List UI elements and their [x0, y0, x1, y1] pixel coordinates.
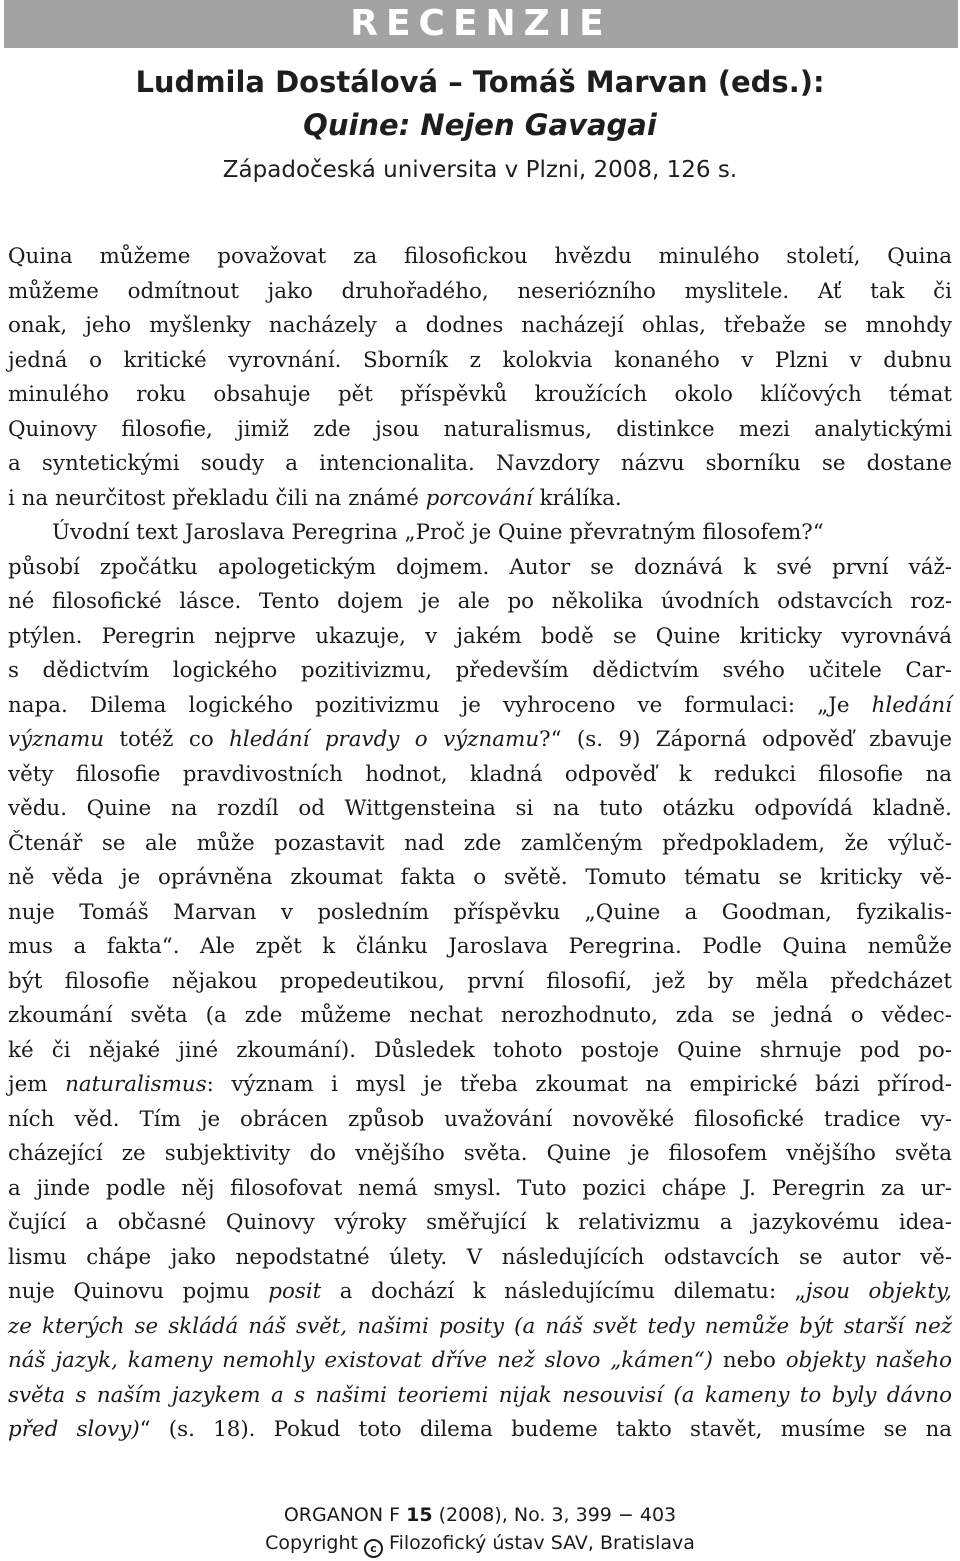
text-line: ze kterých se skládá náš svět, našimi posity (a náš svět tedy nemůže být starší než	[8, 1313, 952, 1339]
text-line: Čtenář se ale může pozastavit nad zde zamlčeným předpokladem, že výluč-	[8, 830, 952, 856]
journal-volume: 15	[406, 1504, 433, 1526]
text-line: můžeme odmítnout jako druhořadého, neseriózního myslitele. Ať tak či	[8, 278, 952, 304]
text-line: minulého roku obsahuje pět příspěvků kroužících okolo klíčových témat	[8, 382, 952, 407]
text-line: onak, jeho myšlenky nacházely a dodnes nacházejí ohlas, třebaže se mnohdy	[8, 313, 952, 338]
text-line: Quinovy filosofie, jimiž zde jsou naturalismus, distinkce mezi analytickými	[8, 416, 952, 442]
text-line: zkoumání světa (a zde můžeme nechat nerozhodnuto, zda se jedná o vědec-	[8, 1003, 952, 1028]
copyright-line	[0, 1530, 960, 1558]
text-line: světa s naším jazykem a s našimi teoriemi nijak nesouvisí (a kameny to byly dávno	[8, 1382, 952, 1408]
book-publisher: Západočeská universita v Plzni, 2008, 126 s.	[222, 157, 738, 183]
text-line: ké či nějaké jiné zkoumání). Důsledek tohoto postoje Quine shrnuje pod po-	[8, 1037, 952, 1063]
journal-issue: (2008), No. 3, 399 − 403	[438, 1504, 677, 1526]
review-body	[8, 240, 952, 1448]
copyright-icon: c	[364, 1539, 383, 1558]
book-title: Quine: Nejen Gavagai	[303, 108, 657, 142]
section-label: RECENZIE	[350, 3, 612, 44]
text-line: cházející ze subjektivity do vnějšího světa. Quine je filosofem vnějšího světa	[8, 1141, 952, 1166]
text-line: nuje Quinovu pojmu posit a dochází k následujícímu dilematu: „jsou objekty,	[8, 1279, 952, 1304]
text-line: jem naturalismus: význam i mysl je třeba zkoumat na empirické bázi přírod-	[8, 1072, 953, 1097]
section-banner	[4, 0, 958, 48]
text-line: a jinde podle něj filosofovat nemá smysl. Tuto pozici chápe J. Peregrin za ur-	[8, 1175, 952, 1201]
text-line: vědu. Quine na rozdíl od Wittgensteina si na tuto otázku odpovídá kladně.	[8, 796, 952, 821]
text-line: jedná o kritické vyrovnání. Sborník z kolokvia konaného v Plzni v dubnu	[8, 347, 952, 373]
text-line: i na neurčitost překladu čili na známé porcování králíka.	[8, 485, 622, 511]
text-line: působí zpočátku apologetickým dojmem. Autor se doznává k své první váž-	[8, 554, 952, 580]
text-line: ptýlen. Peregrin nejprve ukazuje, v jakém bodě se Quine kriticky vyrovnává	[8, 623, 952, 649]
copyright-holder: Filozofický ústav SAV, Bratislava	[389, 1532, 695, 1554]
text-line: významu totéž co hledání pravdy o významu?“ (s. 9) Záporná odpověď zbavuje	[8, 727, 952, 752]
text-line: náš jazyk, kameny nemohly existovat dříve než slovo „kámen“) nebo objekty našeho	[8, 1348, 953, 1373]
text-line: věty filosofie pravdivostních hodnot, kladná odpověď k redukci filosofie na	[8, 761, 952, 787]
text-line: lismu chápe jako nepodstatné úlety. V následujících odstavcích se autor vě-	[8, 1244, 952, 1270]
journal-name: ORGANON F	[283, 1504, 401, 1526]
text-line: mus a fakta“. Ale zpět k článku Jaroslava Peregrina. Podle Quina nemůže	[8, 934, 952, 959]
text-line: Úvodní text Jaroslava Peregrina „Proč je Quine převratným filosofem?“	[52, 520, 824, 545]
text-line: před slovy)“ (s. 18). Pokud toto dilema budeme takto stavět, musíme se na	[8, 1417, 952, 1442]
text-line: být filosofie nějakou propedeutikou, první filosofií, jež by měla předcházet	[8, 968, 952, 994]
text-line: nuje Tomáš Marvan v posledním příspěvku „Quine a Goodman, fyzikalis-	[8, 899, 952, 925]
copyright-word: Copyright	[265, 1532, 358, 1554]
text-line: ně věda je oprávněna zkoumat fakta o světě. Tomuto tématu se kriticky vě-	[8, 865, 952, 890]
journal-citation	[0, 1502, 960, 1528]
book-authors: Ludmila Dostálová – Tomáš Marvan (eds.):	[135, 65, 825, 99]
text-line: né filosofické lásce. Tento dojem je ale po několika úvodních odstavcích roz-	[8, 589, 952, 614]
text-line: čující a občasné Quinovy výroky směřující k relativizmu a jazykovému idea-	[8, 1210, 952, 1235]
text-line: Quina můžeme považovat za filosofickou hvězdu minulého století, Quina	[8, 244, 952, 269]
text-line: a syntetickými soudy a intencionalita. Navzdory názvu sborníku se dostane	[8, 451, 952, 476]
text-line: napa. Dilema logického pozitivizmu je vyhroceno ve formulaci: „Je hledání	[8, 692, 952, 718]
text-line: ních věd. Tím je obrácen způsob uvažování novověké filosofické tradice vy-	[8, 1106, 952, 1132]
text-line: s dědictvím logického pozitivizmu, především dědictvím svého učitele Car-	[8, 658, 952, 683]
